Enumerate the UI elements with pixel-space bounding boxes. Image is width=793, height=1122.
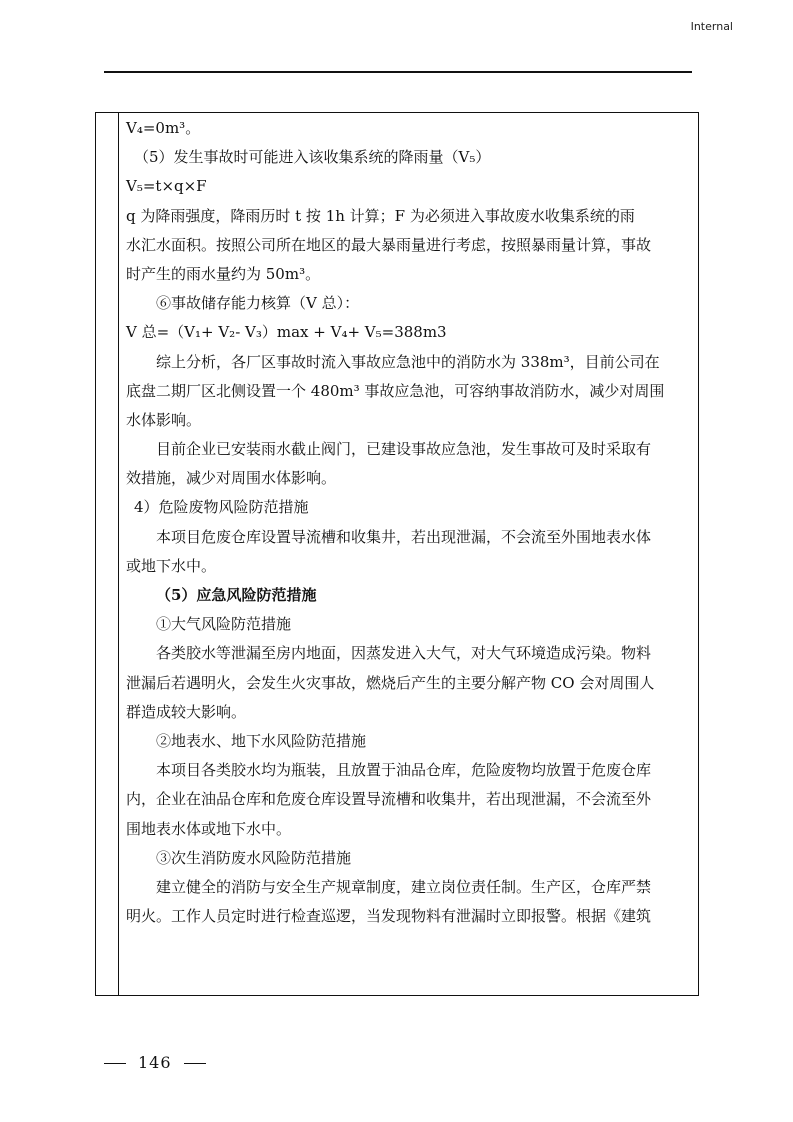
page-number-right-dash — [184, 1063, 206, 1064]
text-line: ⑥事故储存能力核算（V 总）： — [156, 294, 360, 313]
text-line: 时产生的雨水量约为 50m³。 — [126, 264, 321, 283]
text-line: 各类胶水等泄漏至房内地面，因蒸发进入大气，对大气环境造成污染。物料 — [156, 644, 652, 663]
text-line: 围地表水体或地下水中。 — [126, 819, 292, 838]
table-left-column-rule — [118, 112, 119, 996]
page-number-left-dash — [104, 1063, 126, 1064]
text-line: 4）危险废物风险防范措施 — [134, 498, 309, 517]
text-line: （5）发生事故时可能进入该收集系统的降雨量（V₅） — [134, 148, 491, 167]
text-line: 本项目各类胶水均为瓶装，且放置于油品仓库，危险废物均放置于危废仓库 — [156, 761, 652, 780]
page-number-value: 146 — [138, 1053, 172, 1072]
text-line: V₄=0m³。 — [126, 119, 201, 137]
text-line: 底盘二期厂区北侧设置一个 480m³ 事故应急池，可容纳事故消防水，减少对周围 — [126, 381, 665, 400]
text-line: 泄漏后若遇明火，会发生火灾事故，燃烧后产生的主要分解产物 CO 会对周围人 — [126, 673, 655, 692]
text-line: 综上分析，各厂区事故时流入事故应急池中的消防水为 338m³，目前公司在 — [156, 352, 660, 371]
text-line: V₅=t×q×F — [126, 177, 207, 196]
text-line: q 为降雨强度，降雨历时 t 按 1h 计算；F 为必须进入事故废水收集系统的雨 — [126, 206, 635, 225]
header-rule — [104, 71, 692, 73]
text-line: ①大气风险防范措施 — [156, 615, 292, 634]
text-line: （5）应急风险防范措施 — [156, 586, 317, 604]
document-body — [126, 114, 692, 931]
text-line: ②地表水、地下水风险防范措施 — [156, 731, 367, 750]
text-line: 建立健全的消防与安全生产规章制度，建立岗位责任制。生产区，仓库严禁 — [156, 877, 652, 896]
text-line: 本项目危废仓库设置导流槽和收集井，若出现泄漏，不会流至外围地表水体 — [156, 527, 652, 546]
text-line: 效措施，减少对周围水体影响。 — [126, 469, 337, 488]
text-line: 群造成较大影响。 — [126, 702, 247, 721]
header-internal-label: Internal — [690, 20, 733, 33]
text-line: 目前企业已安装雨水截止阀门，已建设事故应急池，发生事故可及时采取有 — [156, 440, 652, 459]
text-line: 水体影响。 — [126, 410, 202, 429]
text-line: 明火。工作人员定时进行检查巡逻，当发现物料有泄漏时立即报警。根据《建筑 — [126, 907, 652, 926]
text-line: 水汇水面积。按照公司所在地区的最大暴雨量进行考虑，按照暴雨量计算，事故 — [126, 235, 652, 254]
text-line: 内，企业在油品仓库和危废仓库设置导流槽和收集井，若出现泄漏，不会流至外 — [126, 790, 652, 809]
text-line: V 总=（V₁+ V₂- V₃）max + V₄+ V₅=388m3 — [126, 323, 447, 342]
page-number — [104, 1053, 206, 1072]
text-line: 或地下水中。 — [126, 556, 217, 575]
text-line: ③次生消防废水风险防范措施 — [156, 848, 352, 867]
